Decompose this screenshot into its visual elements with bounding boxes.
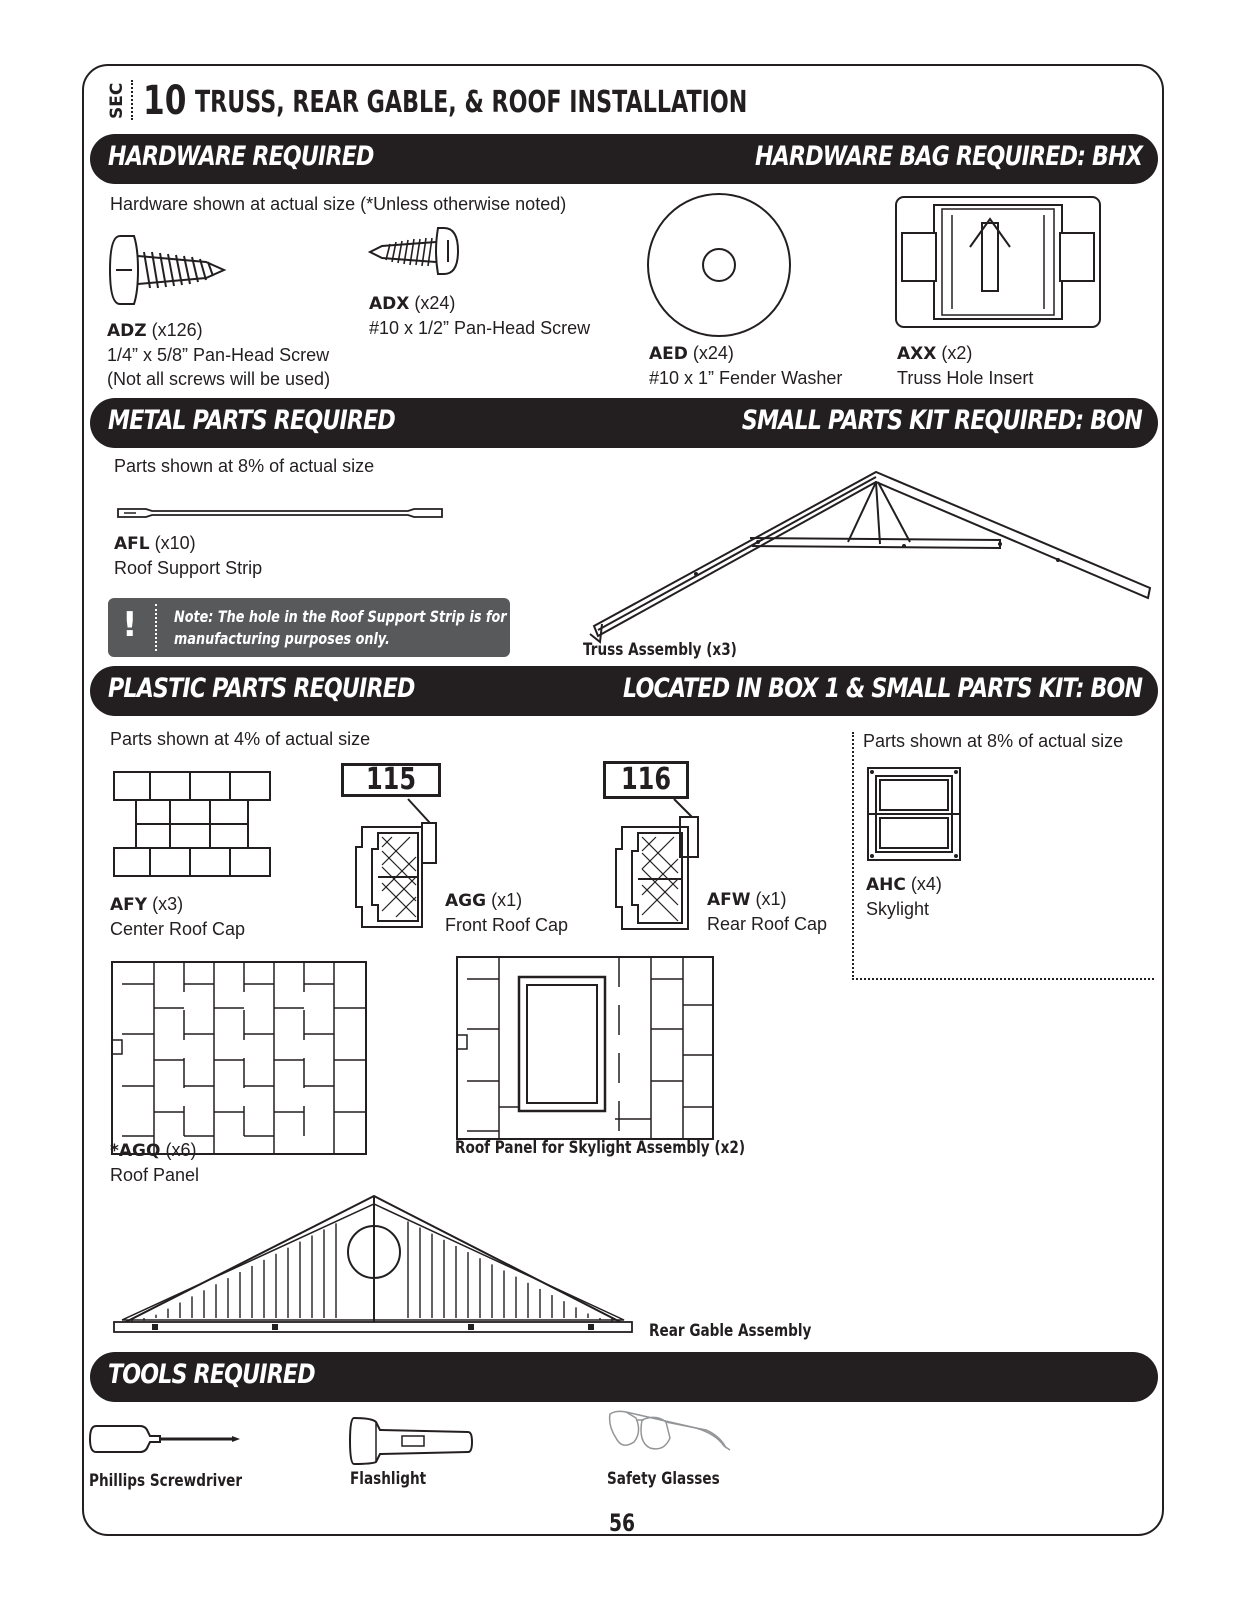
page-title: TRUSS, REAR GABLE, & ROOF INSTALLATION xyxy=(195,85,748,120)
rear-gable-assembly-icon xyxy=(112,1192,634,1338)
plastic-item-afw: AFW (x1) Rear Roof Cap xyxy=(707,889,828,934)
fender-washer-icon xyxy=(646,192,792,338)
box-location-heading: LOCATED IN BOX 1 & SMALL PARTS KIT: BON xyxy=(622,673,1142,704)
front-roof-cap-icon xyxy=(352,797,440,931)
truss-assembly-caption: Truss Assembly (x3) xyxy=(583,640,737,660)
skylight-icon xyxy=(866,766,962,862)
tool-phillips-screwdriver: Phillips Screwdriver xyxy=(89,1471,243,1491)
pan-head-screw-large-icon xyxy=(106,232,226,312)
plastic-item-agg: AGG (x1) Front Roof Cap xyxy=(445,890,569,935)
plastic-item-agq: *AGQ (x6) Roof Panel xyxy=(110,1140,200,1185)
rear-gable-caption: Rear Gable Assembly xyxy=(649,1321,812,1341)
part-tag-116: 116 xyxy=(603,761,689,799)
plastic-item-afy: AFY (x3) Center Roof Cap xyxy=(110,894,246,939)
section-divider xyxy=(131,80,133,120)
pan-head-screw-small-icon xyxy=(368,226,460,276)
hardware-header-band xyxy=(90,134,1158,184)
plastic-note-left: Parts shown at 4% of actual size xyxy=(110,729,371,749)
metal-note: Parts shown at 8% of actual size xyxy=(114,456,375,476)
tools-header-band xyxy=(90,1352,1158,1402)
hardware-note: Hardware shown at actual size (*Unless otherwise noted) xyxy=(110,194,567,214)
metal-header-band xyxy=(90,398,1158,448)
tool-safety-glasses: Safety Glasses xyxy=(607,1469,720,1489)
truss-hole-insert-icon xyxy=(894,195,1102,329)
flashlight-icon xyxy=(350,1416,474,1466)
part-tag-115: 115 xyxy=(341,763,441,797)
center-roof-cap-icon xyxy=(110,770,274,878)
metal-item-afl: AFL (x10) Roof Support Strip xyxy=(114,533,263,578)
tools-heading: TOOLS REQUIRED xyxy=(108,1359,315,1390)
plastic-item-ahc: AHC (x4) Skylight xyxy=(866,874,942,919)
hardware-item-adz: ADZ (x126) 1/4” x 5/8” Pan-Head Screw (Not all screws will be used) xyxy=(107,320,331,389)
section-number: 10 xyxy=(143,78,187,124)
hardware-item-aed: AED (x24) #10 x 1” Fender Washer xyxy=(649,343,843,388)
safety-glasses-icon xyxy=(606,1408,734,1458)
hardware-item-axx: AXX (x2) Truss Hole Insert xyxy=(897,343,1034,388)
roof-panel-skylight-caption: Roof Panel for Skylight Assembly (x2) xyxy=(455,1138,746,1158)
metal-heading: METAL PARTS REQUIRED xyxy=(108,405,395,436)
roof-panel-skylight-icon xyxy=(455,955,715,1141)
plastic-note-right: Parts shown at 8% of actual size xyxy=(863,731,1124,751)
roof-panel-icon xyxy=(110,960,368,1156)
screwdriver-icon xyxy=(88,1424,242,1454)
hardware-bag-heading: HARDWARE BAG REQUIRED: BHX xyxy=(754,141,1142,172)
tool-flashlight: Flashlight xyxy=(350,1469,427,1489)
truss-assembly-icon xyxy=(588,464,1156,648)
page-number: 56 xyxy=(609,1509,636,1537)
small-parts-kit-heading: SMALL PARTS KIT REQUIRED: BON xyxy=(741,405,1142,436)
section-label: SEC xyxy=(107,82,127,119)
rear-roof-cap-icon xyxy=(612,797,702,933)
roof-support-strip-icon xyxy=(116,506,444,520)
note-callout: ! Note: The hole in the Roof Support Strip is for manufacturing purposes only. xyxy=(108,598,510,657)
plastic-heading: PLASTIC PARTS REQUIRED xyxy=(108,673,415,704)
hardware-heading: HARDWARE REQUIRED xyxy=(108,141,374,172)
exclamation-icon: ! xyxy=(122,605,138,645)
plastic-header-band xyxy=(90,666,1158,716)
hardware-item-adx: ADX (x24) #10 x 1/2” Pan-Head Screw xyxy=(369,293,591,338)
